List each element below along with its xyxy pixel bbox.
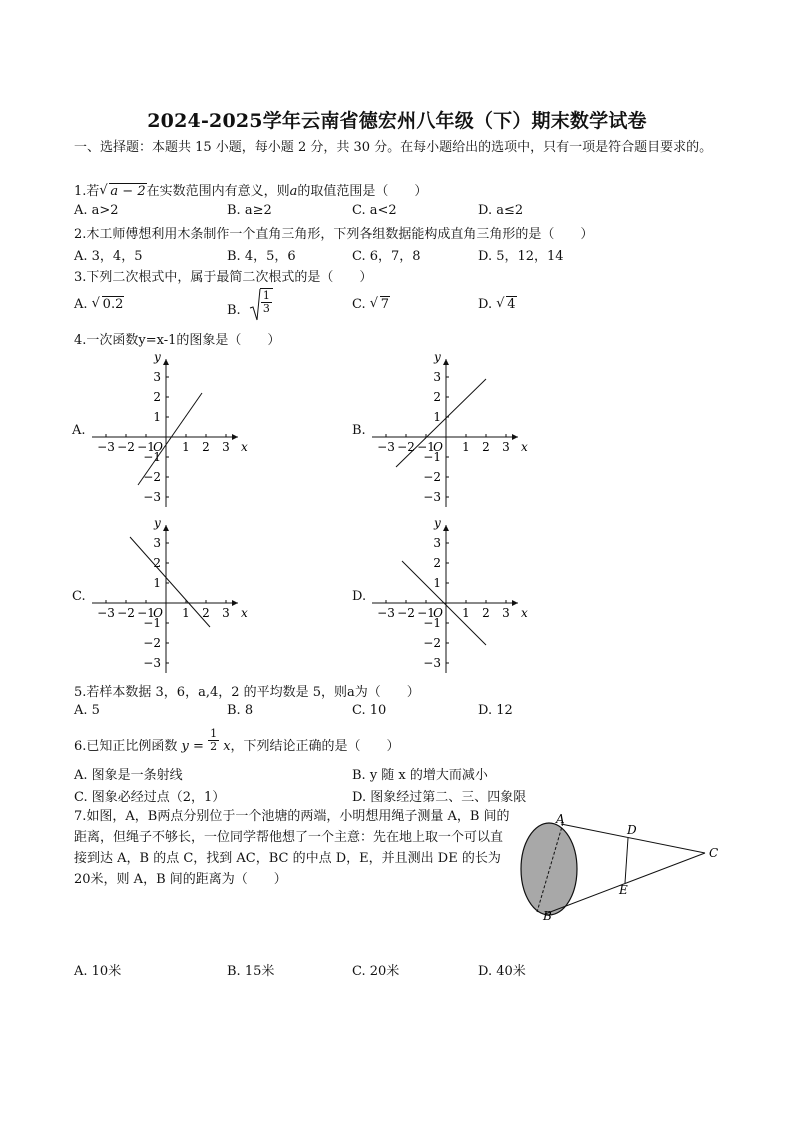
segment-de <box>625 838 628 883</box>
x-tick-label: 3 <box>502 440 510 454</box>
y-tick-label: −2 <box>423 470 441 484</box>
y-tick-label: 3 <box>433 536 441 550</box>
q7-option-c: C. 20米 <box>352 964 400 979</box>
q3-sqrt-d <box>496 297 516 312</box>
graph-d <box>366 511 536 673</box>
q3-sqrt-c <box>370 297 390 312</box>
q1-option-c: C. a<2 <box>352 203 397 218</box>
q3-option-b <box>227 288 273 318</box>
graph-c <box>86 511 256 673</box>
y-tick-label: 2 <box>153 390 161 404</box>
question-1 <box>74 180 427 199</box>
x-tick-label: 2 <box>482 606 490 620</box>
q5-option-c: C. 10 <box>352 703 387 718</box>
x-tick-label: −2 <box>117 606 135 620</box>
q3-sqrt-a <box>92 297 125 312</box>
q2-option-b: B. 4，5，6 <box>227 249 296 264</box>
x-axis-arrow <box>512 434 518 440</box>
section-heading: 一、选择题：本题共 15 小题，每小题 2 分，共 30 分。在每小题给出的选项中，只有一项是符合题目要求的。 <box>74 140 713 155</box>
q2-option-c: C. 6，7，8 <box>352 249 421 264</box>
label-d: D <box>627 823 637 837</box>
x-tick-label: −2 <box>117 440 135 454</box>
function-line <box>138 393 202 485</box>
x-tick-label: −3 <box>377 440 395 454</box>
q3-option-d <box>478 297 517 312</box>
q3-radicand-a: 0.2 <box>102 297 124 312</box>
y-tick-label: 2 <box>433 556 441 570</box>
q1-prefix: 1.若 <box>74 184 100 199</box>
q5-option-d: D. 12 <box>478 703 513 718</box>
label-a: A <box>556 812 565 826</box>
q4-label-d: D. <box>352 589 367 604</box>
y-tick-label: 3 <box>153 536 161 550</box>
q3-frac-den: 3 <box>262 302 270 315</box>
q7-option-a: A. 10米 <box>74 964 122 979</box>
q5-option-a: A. 5 <box>74 703 100 718</box>
q6-option-c: C. 图象必经过点（2，1） <box>74 790 226 805</box>
q2-option-d: D. 5，12，14 <box>478 249 564 264</box>
x-tick-label: 1 <box>462 440 470 454</box>
x-tick-label: 3 <box>222 440 230 454</box>
q6-prefix: 6.已知正比例函数 <box>74 739 178 754</box>
x-axis-arrow <box>232 434 238 440</box>
y-tick-label: 3 <box>153 370 161 384</box>
x-tick-label: −3 <box>97 606 115 620</box>
x-tick-label: −1 <box>137 606 155 620</box>
label-c: C <box>709 846 719 860</box>
graph-a <box>86 345 256 507</box>
y-axis-arrow <box>163 359 169 365</box>
x-axis-arrow <box>512 600 518 606</box>
q7-option-b: B. 15米 <box>227 964 275 979</box>
y-tick-label: 3 <box>433 370 441 384</box>
q4-label-a: A. <box>72 423 86 438</box>
q1-suffix: 在实数范围内有意义，则 <box>146 184 290 199</box>
q6-option-b: B. y 随 x 的增大而减小 <box>352 768 488 783</box>
q3-sqrt-b <box>249 288 273 315</box>
x-tick-label: −1 <box>417 440 435 454</box>
q4-label-b: B. <box>352 423 366 438</box>
question-7: 7.如图，A，B两点分别位于一个池塘的两端，小明想用绳子测量 A，B 间的距离，但绳子不够长，一位同学帮他想了一个主意：先在地上取一个可以直接到达 A，B 的点 C，找到 AC，BC 的中点 D，E，并且测出 DE 的长为 20米，则 A，B 间的距离为（ ） <box>74 809 510 887</box>
y-tick-label: −1 <box>423 450 441 464</box>
x-axis-label: x <box>521 606 528 620</box>
y-axis-label: y <box>434 516 441 530</box>
x-tick-label: 3 <box>502 606 510 620</box>
q3-label-c: C. <box>352 297 366 312</box>
x-axis-label: x <box>521 440 528 454</box>
y-tick-label: 1 <box>433 410 441 424</box>
q6-frac-num: 1 <box>210 727 218 740</box>
x-tick-label: −2 <box>397 440 415 454</box>
y-axis-label: y <box>154 516 161 530</box>
q6-lhs: y = <box>181 739 204 754</box>
q5-option-b: B. 8 <box>227 703 254 718</box>
q6-option-a: A. 图象是一条射线 <box>74 768 183 783</box>
pond-ellipse <box>521 823 577 915</box>
page-title: 2024-2025学年云南省德宏州八年级（下）期末数学试卷 <box>147 110 647 132</box>
q1-tail: 的取值范围是（ ） <box>297 184 428 199</box>
origin-label: O <box>153 440 163 454</box>
q7-option-d: D. 40米 <box>478 964 526 979</box>
y-tick-label: −1 <box>143 616 161 630</box>
x-tick-label: −1 <box>417 606 435 620</box>
q1-var: a <box>289 184 298 199</box>
q3-radicand-d: 4 <box>507 297 516 312</box>
x-tick-label: 3 <box>222 606 230 620</box>
y-axis-label: y <box>154 350 161 364</box>
y-axis-arrow <box>443 359 449 365</box>
x-tick-label: −2 <box>397 606 415 620</box>
y-tick-label: −2 <box>423 636 441 650</box>
x-tick-label: −3 <box>377 606 395 620</box>
q1-option-d: D. a≤2 <box>478 203 524 218</box>
y-tick-label: −3 <box>423 490 441 504</box>
q3-label-a: A. <box>74 297 88 312</box>
q6-frac <box>208 728 219 753</box>
q1-sqrt <box>99 184 146 199</box>
q3-label-d: D. <box>478 297 493 312</box>
question-3: 3.下列二次根式中，属于最简二次根式的是（ ） <box>74 270 373 285</box>
x-axis-arrow <box>232 600 238 606</box>
graph-b <box>366 345 536 507</box>
x-tick-label: 1 <box>462 606 470 620</box>
y-axis-arrow <box>443 525 449 531</box>
q3-radicand-c: 7 <box>380 297 390 312</box>
q6-rhs: x <box>223 739 231 754</box>
q1-option-b: B. a≥2 <box>227 203 272 218</box>
question-5: 5.若样本数据 3，6，a,4，2 的平均数是 5，则a为（ ） <box>74 685 420 700</box>
q7-figure <box>515 810 730 930</box>
q6-suffix: ，下列结论正确的是（ ） <box>230 739 400 754</box>
y-tick-label: −3 <box>143 656 161 670</box>
y-tick-label: −2 <box>143 470 161 484</box>
x-tick-label: 2 <box>202 606 210 620</box>
q6-option-d: D. 图象经过第二、三、四象限 <box>352 790 527 805</box>
q4-label-c: C. <box>72 589 86 604</box>
q6-frac-den: 2 <box>210 740 218 753</box>
origin-label: O <box>153 606 163 620</box>
question-6 <box>74 728 400 753</box>
question-4: 4.一次函数y=x-1的图象是（ ） <box>74 333 281 348</box>
y-tick-label: −1 <box>423 616 441 630</box>
origin-label: O <box>433 606 443 620</box>
y-tick-label: −2 <box>143 636 161 650</box>
label-e: E <box>619 883 628 897</box>
x-tick-label: 2 <box>202 440 210 454</box>
q1-option-a: A. a>2 <box>74 203 119 218</box>
y-tick-label: 2 <box>153 556 161 570</box>
y-tick-label: 1 <box>433 576 441 590</box>
x-tick-label: 1 <box>182 606 190 620</box>
q3-option-c <box>352 297 390 312</box>
x-tick-label: −1 <box>137 440 155 454</box>
q2-option-a: A. 3，4，5 <box>74 249 143 264</box>
q3-option-a <box>74 297 124 312</box>
origin-label: O <box>433 440 443 454</box>
question-2: 2.木工师傅想利用木条制作一个直角三角形，下列各组数据能构成直角三角形的是（ ） <box>74 227 594 242</box>
y-tick-label: −3 <box>143 490 161 504</box>
y-tick-label: 1 <box>153 410 161 424</box>
y-tick-label: 1 <box>153 576 161 590</box>
q1-radicand: a − 2 <box>110 184 146 199</box>
x-tick-label: −3 <box>97 440 115 454</box>
y-axis-label: y <box>434 350 441 364</box>
y-tick-label: 2 <box>433 390 441 404</box>
label-b: B <box>543 909 552 923</box>
q3-radical-sign <box>249 288 261 322</box>
x-tick-label: 2 <box>482 440 490 454</box>
y-tick-label: −1 <box>143 450 161 464</box>
q3-frac-b <box>260 288 273 315</box>
q3-label-b: B. <box>227 303 241 318</box>
y-tick-label: −3 <box>423 656 441 670</box>
q3-frac-num: 1 <box>262 289 270 302</box>
x-axis-label: x <box>241 606 248 620</box>
x-tick-label: 1 <box>182 440 190 454</box>
x-axis-label: x <box>241 440 248 454</box>
y-axis-arrow <box>163 525 169 531</box>
